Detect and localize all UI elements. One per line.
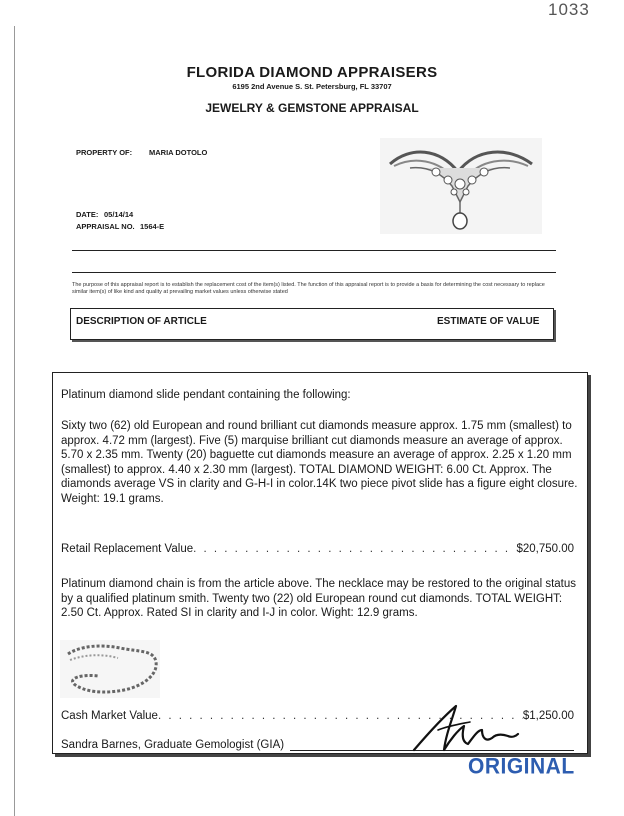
retail-value-amount: $20,750.00 (516, 543, 574, 555)
retail-value-row (61, 543, 574, 555)
appraisal-no-label: APPRAISAL NO. (76, 222, 135, 231)
handwritten-signature (408, 700, 520, 756)
estimate-column-header: ESTIMATE OF VALUE (437, 316, 540, 327)
blank-line-2 (72, 272, 556, 273)
pendant-photo (380, 138, 542, 234)
original-stamp: ORIGINAL (468, 754, 575, 779)
item1-details: Sixty two (62) old European and round brilliant cut diamonds measure approx. 1.75 mm (smallest) to approx. 4.72 mm (largest). Five (5) marquise brilliant cut diamonds measure an average of approx. 5.70 x 2.35 mm. Twenty (20) baguette cut diamonds measure an average of approx. 2.25 x 1.20 mm (smallest) to approx. 4.40 x 2.30 mm (largest). TOTAL DIAMOND WEIGHT: 6.00 Ct. Approx. The diamonds average VS in clarity and G-H-I in color.14K two piece pivot slide has a figure eight closure. Weight: 19.1 grams. (61, 420, 578, 505)
description-column-header: DESCRIPTION OF ARTICLE (76, 316, 207, 327)
cash-value-amount: $1,250.00 (522, 710, 574, 722)
leader-dots (193, 543, 516, 555)
property-label: PROPERTY OF: (76, 148, 133, 157)
item2-details: Platinum diamond chain is from the article above. The necklace may be restored to the original status by a qualified platinum smith. Twenty two (22) old European round cut diamonds. TOTAL WEIGHT: 2.50 Ct. Approx. Rated SI in clarity and I-J in color. Wight: 12.9 grams. (61, 578, 577, 619)
blank-line-1 (72, 250, 556, 251)
document-title: JEWELRY & GEMSTONE APPRAISAL (205, 101, 419, 115)
date-label: DATE: (76, 210, 99, 219)
handwritten-file-number: 1033 (548, 0, 590, 19)
firm-name: FLORIDA DIAMOND APPRAISERS (186, 64, 438, 81)
chain-photo (60, 640, 160, 698)
appraiser-name: Sandra Barnes, Graduate Gemologist (GIA) (61, 739, 285, 751)
firm-address: 6195 2nd Avenue S. St. Petersburg, FL 33707 (232, 82, 392, 91)
purpose-statement: The purpose of this appraisal report is to establish the replacement cost of the item(s) listed. The function of this appraisal report is to provide a basis for determining the cost necessary to replace similar item(s) of like kind and quality at prevailing market values unless otherwise stated (72, 282, 545, 295)
cash-value-label: Cash Market Value (61, 710, 158, 722)
item1-intro: Platinum diamond slide pendant containing the following: (61, 389, 351, 401)
retail-value-label: Retail Replacement Value (61, 543, 194, 555)
property-owner: MARIA DOTOLO (149, 148, 208, 157)
appraisal-no-value: 1564-E (140, 222, 165, 231)
date-value: 05/14/14 (104, 210, 134, 219)
